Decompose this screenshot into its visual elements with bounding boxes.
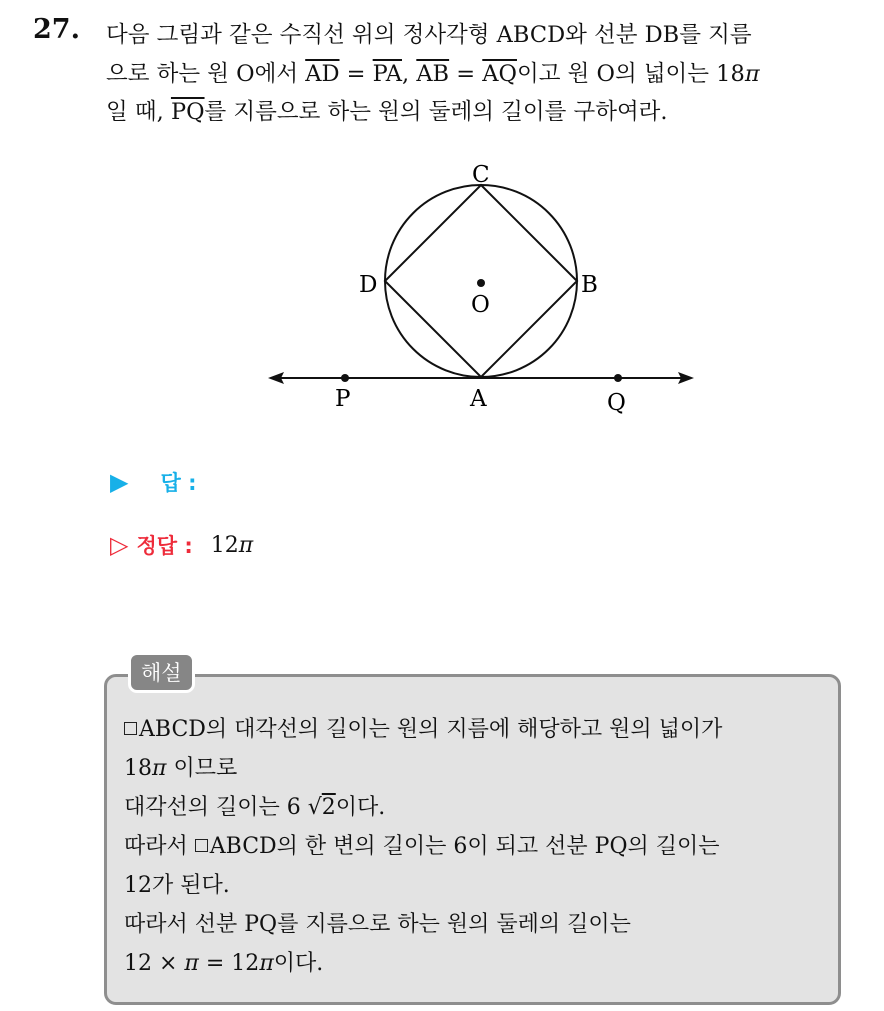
question-text: 를 지름으로 하는 원의 둘레의 길이를 구하여라.	[204, 99, 668, 125]
question-number: 27.	[33, 14, 80, 45]
solution-text: 따라서 선분 PQ를 지름으로 하는 원의 둘레의 길이는	[124, 912, 631, 937]
pi-symbol: π	[744, 61, 760, 87]
square-root	[308, 795, 336, 820]
label-c: C	[472, 162, 490, 188]
solution-text: 18	[124, 756, 152, 781]
question-text: 일 때,	[106, 99, 171, 125]
point-p	[341, 374, 349, 382]
correct-answer-row	[110, 530, 253, 560]
pi-symbol: π	[238, 532, 254, 558]
geometry-figure	[0, 0, 884, 440]
correct-answer-value	[211, 533, 253, 558]
solution-text: 12 ×	[124, 951, 185, 976]
solution-text: ABCD의 한 변의 길이는 6이 되고 선분 PQ의 길이는	[209, 834, 720, 859]
solution-text: 대각선의 길이는 6	[124, 795, 308, 820]
outline-play-arrow-icon: ▷	[110, 531, 129, 559]
square-symbol-icon	[124, 722, 137, 735]
segment-ab: $\overline{AB}$	[416, 61, 450, 87]
pi-symbol: π	[184, 951, 199, 976]
segment-ad: $\overline{AD}$	[305, 61, 340, 87]
solution-line-4	[124, 829, 720, 860]
solution-text: 따라서	[124, 834, 195, 859]
segment-pq: $\overline{PQ}$	[170, 99, 205, 125]
radicand: 2	[321, 795, 336, 820]
answer-row	[110, 467, 196, 497]
point-q	[614, 374, 622, 382]
solution-text: 이므로	[166, 756, 238, 781]
label-d: D	[359, 272, 378, 298]
label-a: A	[470, 386, 487, 412]
answer-label: 답 :	[160, 471, 197, 495]
label-o: O	[471, 292, 490, 318]
solution-line-1	[124, 712, 722, 743]
solution-text: ABCD의 대각선의 길이는 원의 지름에 해당하고 원의 넓이가	[139, 717, 723, 742]
solution-line-7	[124, 946, 323, 977]
question-text: 이고 원 O의 넓이는 18	[516, 61, 745, 87]
equals-sign: =	[449, 61, 483, 87]
solution-text: 이다.	[273, 951, 324, 976]
point-o	[477, 279, 485, 287]
label-p: P	[335, 386, 351, 412]
segment-aq: $\overline{AQ}$	[482, 61, 517, 87]
equals-sign: =	[339, 61, 373, 87]
play-arrow-icon: ▶	[110, 468, 129, 496]
square-symbol-icon	[195, 839, 208, 852]
value-number: 12	[210, 532, 239, 558]
pi-symbol: π	[259, 951, 274, 976]
comma: ,	[402, 61, 417, 87]
solution-line-6	[124, 907, 631, 938]
label-q: Q	[607, 390, 626, 416]
label-b: B	[581, 272, 598, 298]
solution-text: 12가 된다.	[124, 873, 230, 898]
pi-symbol: π	[152, 756, 167, 781]
solution-line-5	[124, 868, 230, 899]
solution-line-3	[124, 790, 385, 821]
correct-answer-label: 정답 :	[136, 534, 193, 558]
solution-line-2	[124, 751, 237, 782]
solution-tag: 해설	[128, 652, 195, 693]
question-text: 으로 하는 원 O에서	[106, 61, 306, 87]
segment-pa: $\overline{PA}$	[372, 61, 402, 87]
root-symbol: √	[307, 795, 322, 820]
question-text: 다음 그림과 같은 수직선 위의 정사각형 ABCD와 선분 DB를 지름	[106, 22, 752, 48]
solution-text: 이다.	[335, 795, 386, 820]
solution-text: = 12	[198, 951, 260, 976]
